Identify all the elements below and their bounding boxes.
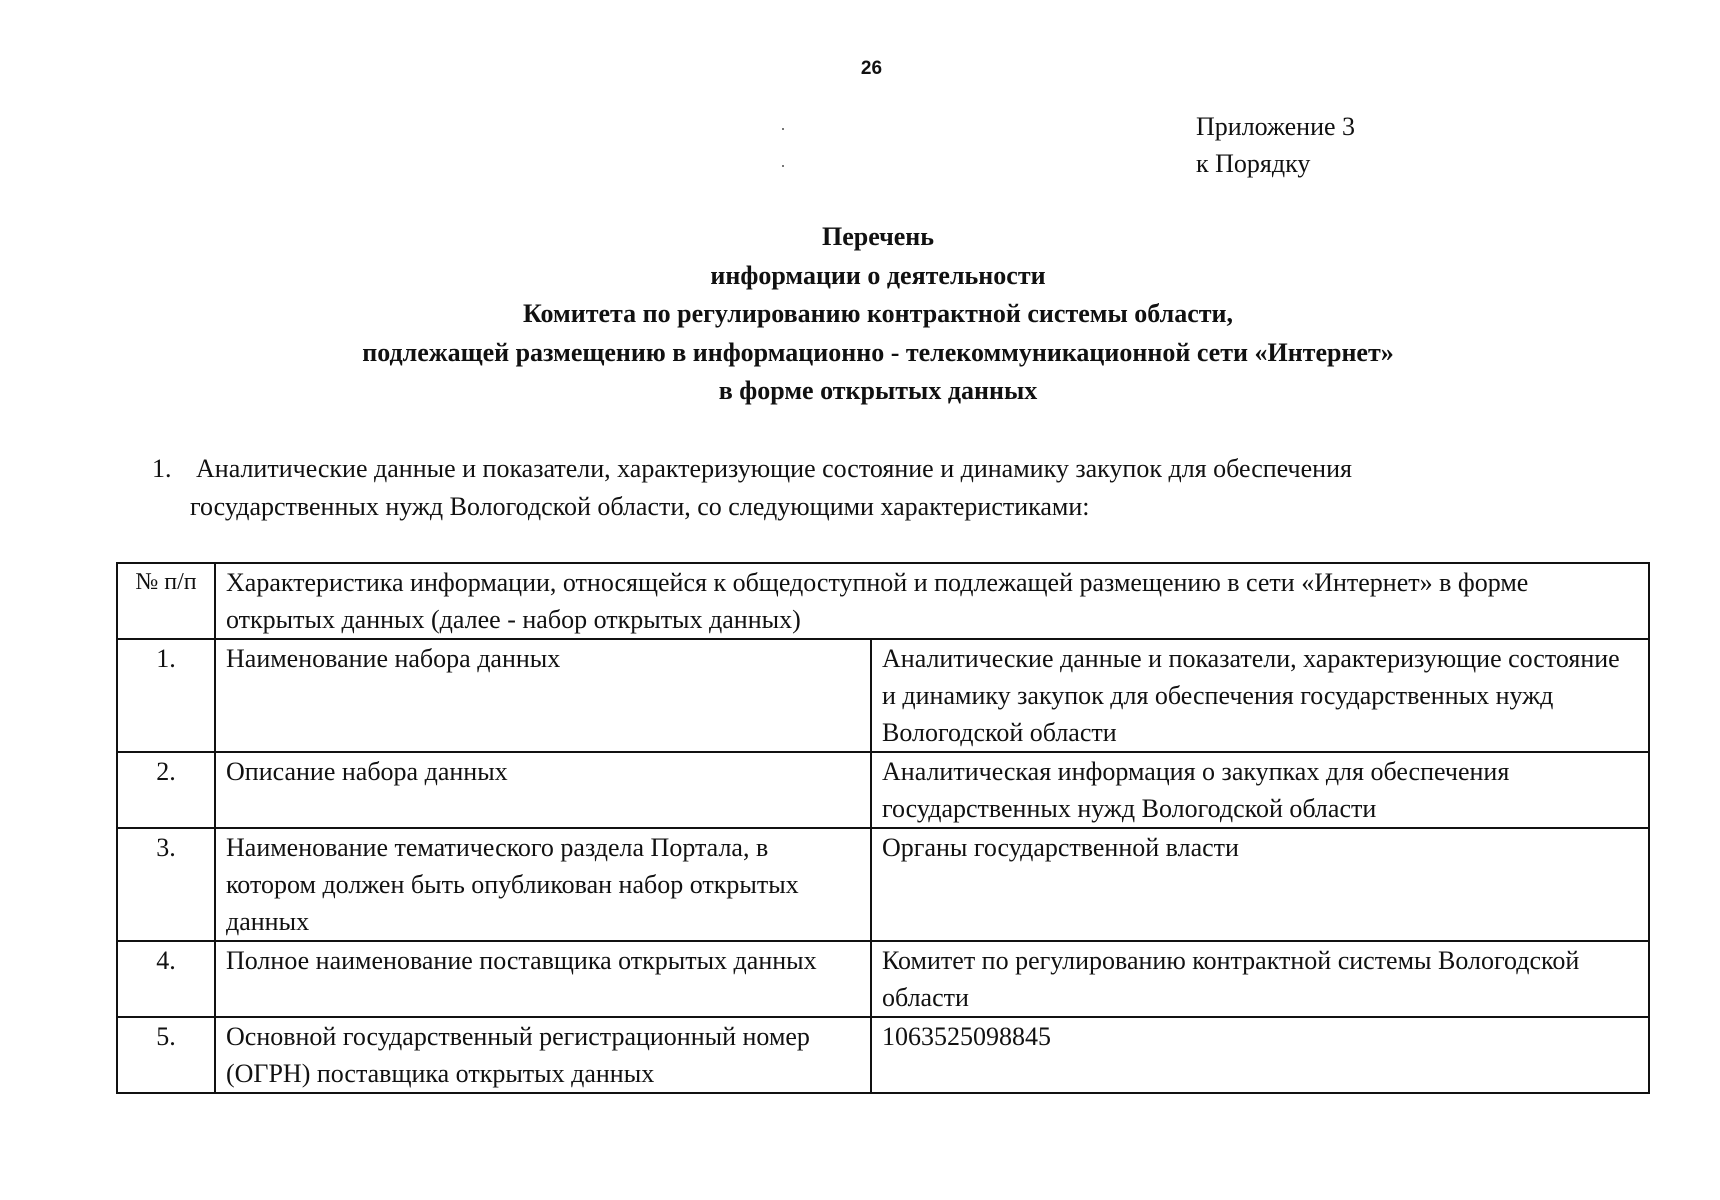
row-value-cell: Аналитическая информация о закупках для обеспечения государственных нужд Вологодской области (871, 752, 1649, 828)
scan-speck (782, 165, 784, 167)
row-num-cell: 3. (117, 828, 215, 941)
appendix-line-2: к Порядку (1196, 149, 1311, 178)
title-line-5: в форме открытых данных (718, 376, 1038, 405)
scan-speck (782, 128, 784, 130)
row-num-cell: 4. (117, 941, 215, 1017)
intro-number: 1. (152, 454, 172, 483)
intro-line-1 (152, 450, 1512, 488)
row-num-cell: 1. (117, 639, 215, 752)
title-line-3: Комитета по регулированию контрактной системы области, (522, 299, 1234, 328)
header-description-cell: Характеристика информации, относящейся к общедоступной и подлежащей размещению в сети «Интернет» в форме открытых данных (далее - набор открытых данных) (215, 563, 1649, 639)
appendix-line-1: Приложение 3 (1196, 112, 1356, 141)
table-row (117, 639, 1649, 752)
appendix-reference (1196, 108, 1355, 182)
row-name-cell: Полное наименование поставщика открытых данных (215, 941, 871, 1017)
table-row (117, 941, 1649, 1017)
row-name-cell: Наименование тематического раздела Портала, в котором должен быть опубликован набор открытых данных (215, 828, 871, 941)
title-line-4: подлежащей размещению в информационно - телекоммуникационной сети «Интернет» (362, 337, 1394, 367)
intro-text-1: Аналитические данные и показатели, характеризующие состояние и динамику закупок для обеспечения (196, 454, 1352, 483)
intro-line-2: государственных нужд Вологодской области, со следующими характеристиками: (190, 492, 1090, 521)
row-name-cell: Основной государственный регистрационный номер (ОГРН) поставщика открытых данных (215, 1017, 871, 1093)
row-num-cell: 5. (117, 1017, 215, 1093)
row-name-cell: Описание набора данных (215, 752, 871, 828)
row-name-cell: Наименование набора данных (215, 639, 871, 752)
table-row (117, 1017, 1649, 1093)
row-value-cell: 1063525098845 (871, 1017, 1649, 1093)
row-num-cell: 2. (117, 752, 215, 828)
row-value-cell: Органы государственной власти (871, 828, 1649, 941)
title-line-1: Перечень (821, 222, 935, 251)
open-data-characteristics-table (116, 562, 1650, 1094)
row-value-cell: Аналитические данные и показатели, характеризующие состояние и динамику закупок для обеспечения государственных нужд Вологодской области (871, 639, 1649, 752)
row-value-cell: Комитет по регулированию контрактной системы Вологодской области (871, 941, 1649, 1017)
table-header-row (117, 563, 1649, 639)
title-line-2: информации о деятельности (710, 260, 1046, 290)
table-row (117, 752, 1649, 828)
document-title (0, 218, 1720, 411)
table-row (117, 828, 1649, 941)
intro-paragraph (152, 450, 1512, 526)
page-number: 26 (860, 58, 883, 79)
header-num-cell: № п/п (117, 563, 215, 639)
